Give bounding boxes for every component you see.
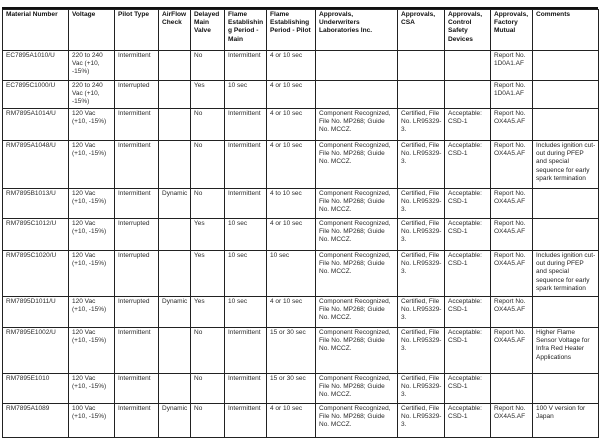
cell-approvals-control-safety-devices bbox=[445, 51, 491, 81]
cell-delayed-main-valve: No bbox=[191, 109, 225, 141]
cell-voltage: 220 to 240 Vac (+10, -15%) bbox=[69, 81, 115, 109]
cell-comments: Higher Flame Sensor Voltage for Infra Red Heater Applications bbox=[533, 328, 599, 374]
cell-approvals-csa: Certified, File No. LR95329-3. bbox=[398, 374, 445, 404]
cell-pilot-type: Interrupted bbox=[115, 219, 159, 251]
column-header-pilot-type: Pilot Type bbox=[115, 10, 159, 51]
cell-material-number: RM7895B1013/U bbox=[3, 189, 69, 219]
cell-approvals-ul: Component Recognized, File No. MP268; Guide No. MCCZ. bbox=[316, 219, 398, 251]
cell-approvals-factory-mutual bbox=[491, 374, 533, 404]
cell-airflow-check bbox=[159, 109, 191, 141]
cell-flame-establishing-period-pilot: 4 or 10 sec bbox=[267, 297, 316, 328]
cell-airflow-check bbox=[159, 219, 191, 251]
cell-voltage: 120 Vac (+10, -15%) bbox=[69, 141, 115, 189]
column-header-delayed-main-valve: Delayed Main Valve bbox=[191, 10, 225, 51]
cell-flame-establishing-period-main: Intermittent bbox=[225, 374, 267, 404]
column-header-comments: Comments bbox=[533, 10, 599, 51]
cell-approvals-control-safety-devices: Acceptable: CSD-1 bbox=[445, 141, 491, 189]
cell-delayed-main-valve: No bbox=[191, 189, 225, 219]
cell-material-number: RM7895D1011/U bbox=[3, 297, 69, 328]
cell-material-number: RM7895C1020/U bbox=[3, 251, 69, 297]
cell-delayed-main-valve: Yes bbox=[191, 297, 225, 328]
cell-approvals-ul: Component Recognized, File No. MP268; Guide No. MCCZ. bbox=[316, 374, 398, 404]
cell-flame-establishing-period-pilot: 15 or 30 sec bbox=[267, 328, 316, 374]
column-header-approvals-ul: Approvals, Underwriters Laboratories Inc. bbox=[316, 10, 398, 51]
header-row bbox=[3, 10, 599, 51]
cell-approvals-ul: Component Recognized, File No. MP268; Guide No. MCCZ. bbox=[316, 328, 398, 374]
cell-approvals-control-safety-devices: Acceptable: CSD-1 bbox=[445, 109, 491, 141]
column-header-approvals-control-safety-devices: Approvals, Control Safety Devices bbox=[445, 10, 491, 51]
column-header-flame-establishing-period-pilot: Flame Establishing Period - Pilot bbox=[267, 10, 316, 51]
cell-airflow-check: Dynamic bbox=[159, 297, 191, 328]
cell-airflow-check bbox=[159, 81, 191, 109]
cell-delayed-main-valve: Yes bbox=[191, 251, 225, 297]
column-header-airflow-check: AirFlow Check bbox=[159, 10, 191, 51]
cell-pilot-type: Interrupted bbox=[115, 81, 159, 109]
cell-comments bbox=[533, 219, 599, 251]
cell-approvals-control-safety-devices: Acceptable: CSD-1 bbox=[445, 189, 491, 219]
column-header-approvals-csa: Approvals, CSA bbox=[398, 10, 445, 51]
cell-approvals-factory-mutual: Report No. 1D0A1.AF bbox=[491, 81, 533, 109]
cell-voltage: 120 Vac (+10, -15%) bbox=[69, 189, 115, 219]
cell-voltage: 120 Vac (+10, -15%) bbox=[69, 297, 115, 328]
cell-approvals-control-safety-devices: Acceptable: CSD-1 bbox=[445, 297, 491, 328]
cell-pilot-type: Intermittent bbox=[115, 404, 159, 438]
cell-flame-establishing-period-main: Intermittent bbox=[225, 51, 267, 81]
cell-flame-establishing-period-pilot: 4 or 10 sec bbox=[267, 51, 316, 81]
table-row bbox=[3, 81, 599, 109]
cell-flame-establishing-period-main: Intermittent bbox=[225, 328, 267, 374]
cell-material-number: EC7895C1000/U bbox=[3, 81, 69, 109]
cell-approvals-csa: Certified, File No. LR95329-3. bbox=[398, 219, 445, 251]
cell-delayed-main-valve: No bbox=[191, 374, 225, 404]
cell-pilot-type: Intermittent bbox=[115, 141, 159, 189]
cell-comments bbox=[533, 51, 599, 81]
cell-flame-establishing-period-pilot: 4 or 10 sec bbox=[267, 81, 316, 109]
cell-comments: Includes ignition cut-out during PFEP and special sequence for early spark termination bbox=[533, 251, 599, 297]
cell-airflow-check: Dynamic bbox=[159, 189, 191, 219]
cell-approvals-control-safety-devices: Acceptable: CSD-1 bbox=[445, 251, 491, 297]
column-header-material-number: Material Number bbox=[3, 10, 69, 51]
cell-pilot-type: Intermittent bbox=[115, 109, 159, 141]
cell-delayed-main-valve: No bbox=[191, 141, 225, 189]
cell-comments bbox=[533, 374, 599, 404]
cell-delayed-main-valve: No bbox=[191, 328, 225, 374]
cell-approvals-factory-mutual: Report No. 1D0A1.AF bbox=[491, 51, 533, 81]
cell-flame-establishing-period-main: 10 sec bbox=[225, 251, 267, 297]
table-row bbox=[3, 219, 599, 251]
cell-approvals-factory-mutual: Report No. OX4A5.AF bbox=[491, 189, 533, 219]
cell-approvals-factory-mutual: Report No. OX4A5.AF bbox=[491, 219, 533, 251]
cell-flame-establishing-period-pilot: 4 or 10 sec bbox=[267, 219, 316, 251]
specification-table bbox=[2, 9, 599, 438]
cell-delayed-main-valve: Yes bbox=[191, 219, 225, 251]
column-header-voltage: Voltage bbox=[69, 10, 115, 51]
cell-flame-establishing-period-main: Intermittent bbox=[225, 141, 267, 189]
cell-approvals-csa: Certified, File No. LR95329-3. bbox=[398, 141, 445, 189]
cell-comments: Includes ignition cut-out during PFEP and special sequence for early spark termination bbox=[533, 141, 599, 189]
cell-approvals-ul: Component Recognized, File No. MP268; Guide No. MCCZ. bbox=[316, 404, 398, 438]
cell-flame-establishing-period-main: Intermittent bbox=[225, 189, 267, 219]
cell-pilot-type: Intermittent bbox=[115, 189, 159, 219]
cell-approvals-ul: Component Recognized, File No. MP268; Guide No. MCCZ. bbox=[316, 251, 398, 297]
cell-flame-establishing-period-pilot: 4 or 10 sec bbox=[267, 109, 316, 141]
cell-flame-establishing-period-pilot: 4 to 10 sec bbox=[267, 189, 316, 219]
cell-airflow-check: Dynamic bbox=[159, 404, 191, 438]
cell-pilot-type: Interrupted bbox=[115, 251, 159, 297]
cell-approvals-ul: Component Recognized, File No. MP268; Guide No. MCCZ. bbox=[316, 109, 398, 141]
cell-approvals-factory-mutual: Report No. OX4A5.AF bbox=[491, 141, 533, 189]
cell-approvals-ul: Component Recognized, File No. MP268; Guide No. MCCZ. bbox=[316, 141, 398, 189]
cell-flame-establishing-period-pilot: 4 or 10 sec bbox=[267, 404, 316, 438]
table-row bbox=[3, 189, 599, 219]
cell-voltage: 120 Vac (+10, -15%) bbox=[69, 251, 115, 297]
table-row bbox=[3, 328, 599, 374]
cell-flame-establishing-period-pilot: 10 sec bbox=[267, 251, 316, 297]
cell-comments bbox=[533, 109, 599, 141]
column-header-approvals-factory-mutual: Approvals, Factory Mutual bbox=[491, 10, 533, 51]
cell-voltage: 100 Vac (+10, -15%) bbox=[69, 404, 115, 438]
cell-approvals-control-safety-devices: Acceptable: CSD-1 bbox=[445, 404, 491, 438]
cell-approvals-control-safety-devices bbox=[445, 81, 491, 109]
cell-voltage: 120 Vac (+10, -15%) bbox=[69, 328, 115, 374]
cell-airflow-check bbox=[159, 374, 191, 404]
cell-airflow-check bbox=[159, 328, 191, 374]
cell-approvals-csa bbox=[398, 81, 445, 109]
cell-material-number: RM7895C1012/U bbox=[3, 219, 69, 251]
cell-approvals-csa: Certified, File No. LR95329-3. bbox=[398, 297, 445, 328]
cell-flame-establishing-period-main: Intermittent bbox=[225, 404, 267, 438]
cell-approvals-ul bbox=[316, 51, 398, 81]
table-row bbox=[3, 251, 599, 297]
cell-flame-establishing-period-pilot: 15 or 30 sec bbox=[267, 374, 316, 404]
cell-approvals-csa: Certified, File No. LR95329-3. bbox=[398, 404, 445, 438]
cell-pilot-type: Intermittent bbox=[115, 374, 159, 404]
cell-comments bbox=[533, 297, 599, 328]
cell-approvals-factory-mutual: Report No. OX4A5.AF bbox=[491, 109, 533, 141]
cell-material-number: EC7895A1010/U bbox=[3, 51, 69, 81]
cell-material-number: RM7895A1014/U bbox=[3, 109, 69, 141]
cell-material-number: RM7895E1002/U bbox=[3, 328, 69, 374]
cell-approvals-csa bbox=[398, 51, 445, 81]
cell-flame-establishing-period-main: 10 sec bbox=[225, 219, 267, 251]
cell-approvals-control-safety-devices: Acceptable: CSD-1 bbox=[445, 328, 491, 374]
cell-delayed-main-valve: No bbox=[191, 404, 225, 438]
cell-flame-establishing-period-main: 10 sec bbox=[225, 81, 267, 109]
cell-material-number: RM7895A1048/U bbox=[3, 141, 69, 189]
cell-voltage: 120 Vac (+10, -15%) bbox=[69, 374, 115, 404]
cell-voltage: 120 Vac (+10, -15%) bbox=[69, 219, 115, 251]
cell-comments: 100 V version for Japan bbox=[533, 404, 599, 438]
table-row bbox=[3, 404, 599, 438]
cell-flame-establishing-period-pilot: 4 or 10 sec bbox=[267, 141, 316, 189]
cell-pilot-type: Interrupted bbox=[115, 297, 159, 328]
column-header-flame-establishing-period-main: Flame Establishing Period - Main bbox=[225, 10, 267, 51]
cell-airflow-check bbox=[159, 251, 191, 297]
table-row bbox=[3, 297, 599, 328]
cell-comments bbox=[533, 189, 599, 219]
cell-pilot-type: Intermittent bbox=[115, 51, 159, 81]
cell-approvals-control-safety-devices: Acceptable: CSD-1 bbox=[445, 219, 491, 251]
cell-approvals-factory-mutual: Report No. OX4A5.AF bbox=[491, 297, 533, 328]
cell-approvals-csa: Certified, File No. LR95329-3. bbox=[398, 189, 445, 219]
cell-flame-establishing-period-main: 10 sec bbox=[225, 297, 267, 328]
cell-approvals-factory-mutual: Report No. OX4A5.AF bbox=[491, 328, 533, 374]
cell-delayed-main-valve: Yes bbox=[191, 81, 225, 109]
cell-airflow-check bbox=[159, 51, 191, 81]
cell-approvals-factory-mutual: Report No. OX4A5.AF bbox=[491, 251, 533, 297]
cell-approvals-csa: Certified, File No. LR95329-3. bbox=[398, 328, 445, 374]
cell-approvals-ul: Component Recognized, File No. MP268; Guide No. MCCZ. bbox=[316, 189, 398, 219]
cell-airflow-check bbox=[159, 141, 191, 189]
cell-approvals-factory-mutual: Report No. OX4A5.AF bbox=[491, 404, 533, 438]
cell-approvals-ul: Component Recognized, File No. MP268; Guide No. MCCZ. bbox=[316, 297, 398, 328]
cell-approvals-ul bbox=[316, 81, 398, 109]
cell-material-number: RM7895E1010 bbox=[3, 374, 69, 404]
cell-approvals-csa: Certified, File No. LR95329-3. bbox=[398, 251, 445, 297]
cell-approvals-csa: Certified, File No. LR95329-3. bbox=[398, 109, 445, 141]
table-row bbox=[3, 374, 599, 404]
cell-voltage: 120 Vac (+10, -15%) bbox=[69, 109, 115, 141]
cell-pilot-type: Intermittent bbox=[115, 328, 159, 374]
cell-voltage: 220 to 240 Vac (+10, -15%) bbox=[69, 51, 115, 81]
cell-approvals-control-safety-devices: Acceptable: CSD-1 bbox=[445, 374, 491, 404]
cell-comments bbox=[533, 81, 599, 109]
cell-flame-establishing-period-main: Intermittent bbox=[225, 109, 267, 141]
table-row bbox=[3, 141, 599, 189]
table-row bbox=[3, 51, 599, 81]
cell-delayed-main-valve: No bbox=[191, 51, 225, 81]
table-row bbox=[3, 109, 599, 141]
cell-material-number: RM7895A1089 bbox=[3, 404, 69, 438]
